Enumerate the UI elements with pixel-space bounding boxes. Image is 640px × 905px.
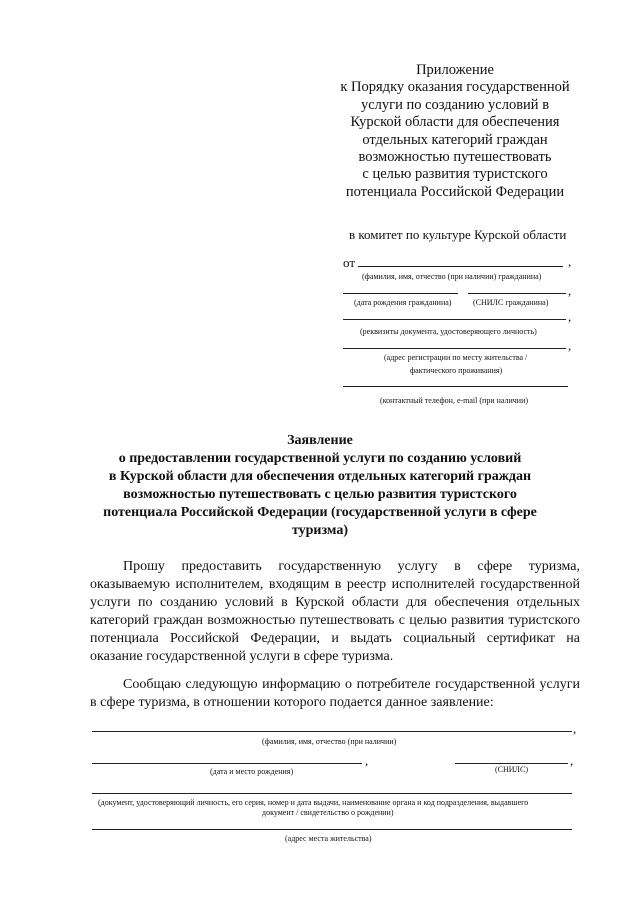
addressee: в комитет по культуре Курской области xyxy=(349,227,567,242)
caption-applicant-contact: (контактный телефон, e-mail (при наличии) xyxy=(380,396,529,405)
title-line: возможностью путешествовать с целью развития туристского xyxy=(123,487,517,502)
title-line: потенциала Российской Федерации (государственной услуги в сфере xyxy=(103,505,537,520)
appendix-line: к Порядку оказания государственной xyxy=(340,79,570,96)
caption-applicant-address-2: фактического проживания) xyxy=(410,366,503,375)
comma: , xyxy=(568,338,572,353)
paragraph-request xyxy=(90,558,580,666)
caption-consumer-snils: (СНИЛС) xyxy=(495,765,528,774)
title-line: туризма) xyxy=(291,523,349,538)
caption-applicant-address-1: (адрес регистрации по месту жительства / xyxy=(384,353,528,362)
applicant-address-line[interactable] xyxy=(343,348,566,349)
statement-title xyxy=(60,432,580,540)
comma: , xyxy=(568,283,572,298)
applicant-doc-line[interactable] xyxy=(343,319,566,320)
paragraph-request-text: Прошу предоставить государственную услугу в сфере туризма, оказываемую исполнителем, входящим в реестр исполнителей государственной услуги по созданию условий в Курской области для обеспечения отдельных категорий граждан возможностью путешествовать с целью развития туристского потенциала Российской Федерации, и выдать социальный сертификат на оказание государственной услуги в сфере туризма. xyxy=(90,559,580,664)
title-line: Заявление xyxy=(287,433,353,448)
comma: , xyxy=(568,309,572,324)
caption-consumer-fio: (фамилия, имя, отчество (при наличии) xyxy=(262,737,397,746)
applicant-snils-line[interactable] xyxy=(468,293,566,294)
paragraph-info-text: Сообщаю следующую информацию о потребителе государственной услуги в сфере туризма, в отношении которого подается данное заявление: xyxy=(90,677,580,710)
comma: , xyxy=(568,254,572,269)
appendix-line: с целью развития туристского xyxy=(362,166,548,183)
comma: , xyxy=(573,721,577,736)
appendix-line: отдельных категорий граждан xyxy=(362,131,548,148)
consumer-fio-line[interactable] xyxy=(92,731,572,732)
caption-consumer-address: (адрес места жительства) xyxy=(285,834,372,843)
caption-applicant-birth: (дата рождения гражданина) xyxy=(354,298,452,307)
consumer-doc-line[interactable] xyxy=(92,793,572,794)
consumer-birth-line[interactable] xyxy=(92,763,362,764)
from-label: от xyxy=(343,255,356,270)
consumer-snils-line[interactable] xyxy=(455,763,568,764)
appendix-line: Курской области для обеспечения xyxy=(350,114,560,131)
appendix-line: потенциала Российской Федерации xyxy=(345,183,565,200)
appendix-line: услуги по созданию условий в xyxy=(360,96,550,113)
paragraph-info xyxy=(90,676,580,712)
applicant-contact-line[interactable] xyxy=(343,386,568,387)
appendix-header xyxy=(320,62,590,201)
consumer-address-line[interactable] xyxy=(92,829,572,830)
comma: , xyxy=(365,753,369,768)
appendix-line: Приложение xyxy=(416,62,494,78)
title-line: о предоставлении государственной услуги по созданию условий xyxy=(118,451,522,466)
comma: , xyxy=(570,753,574,768)
caption-applicant-fio: (фамилия, имя, отчество (при наличии) гражданина) xyxy=(362,272,542,281)
caption-consumer-doc-2: документ / свидетельство о рождении) xyxy=(262,808,394,817)
caption-consumer-birth: (дата и место рождения) xyxy=(210,767,294,776)
caption-applicant-snils: (СНИЛС гражданина) xyxy=(473,298,549,307)
applicant-birth-line[interactable] xyxy=(343,293,458,294)
applicant-fio-line[interactable] xyxy=(358,266,563,267)
title-line: в Курской области для обеспечения отдельных категорий граждан xyxy=(108,469,532,484)
caption-applicant-doc: (реквизиты документа, удостоверяющего личность) xyxy=(360,327,537,336)
caption-consumer-doc-1: (документ, удостоверяющий личность, его серия, номер и дата выдачи, наименование органа и код подразделения, выдавшего xyxy=(98,798,529,807)
appendix-line: возможностью путешествовать xyxy=(358,149,552,166)
